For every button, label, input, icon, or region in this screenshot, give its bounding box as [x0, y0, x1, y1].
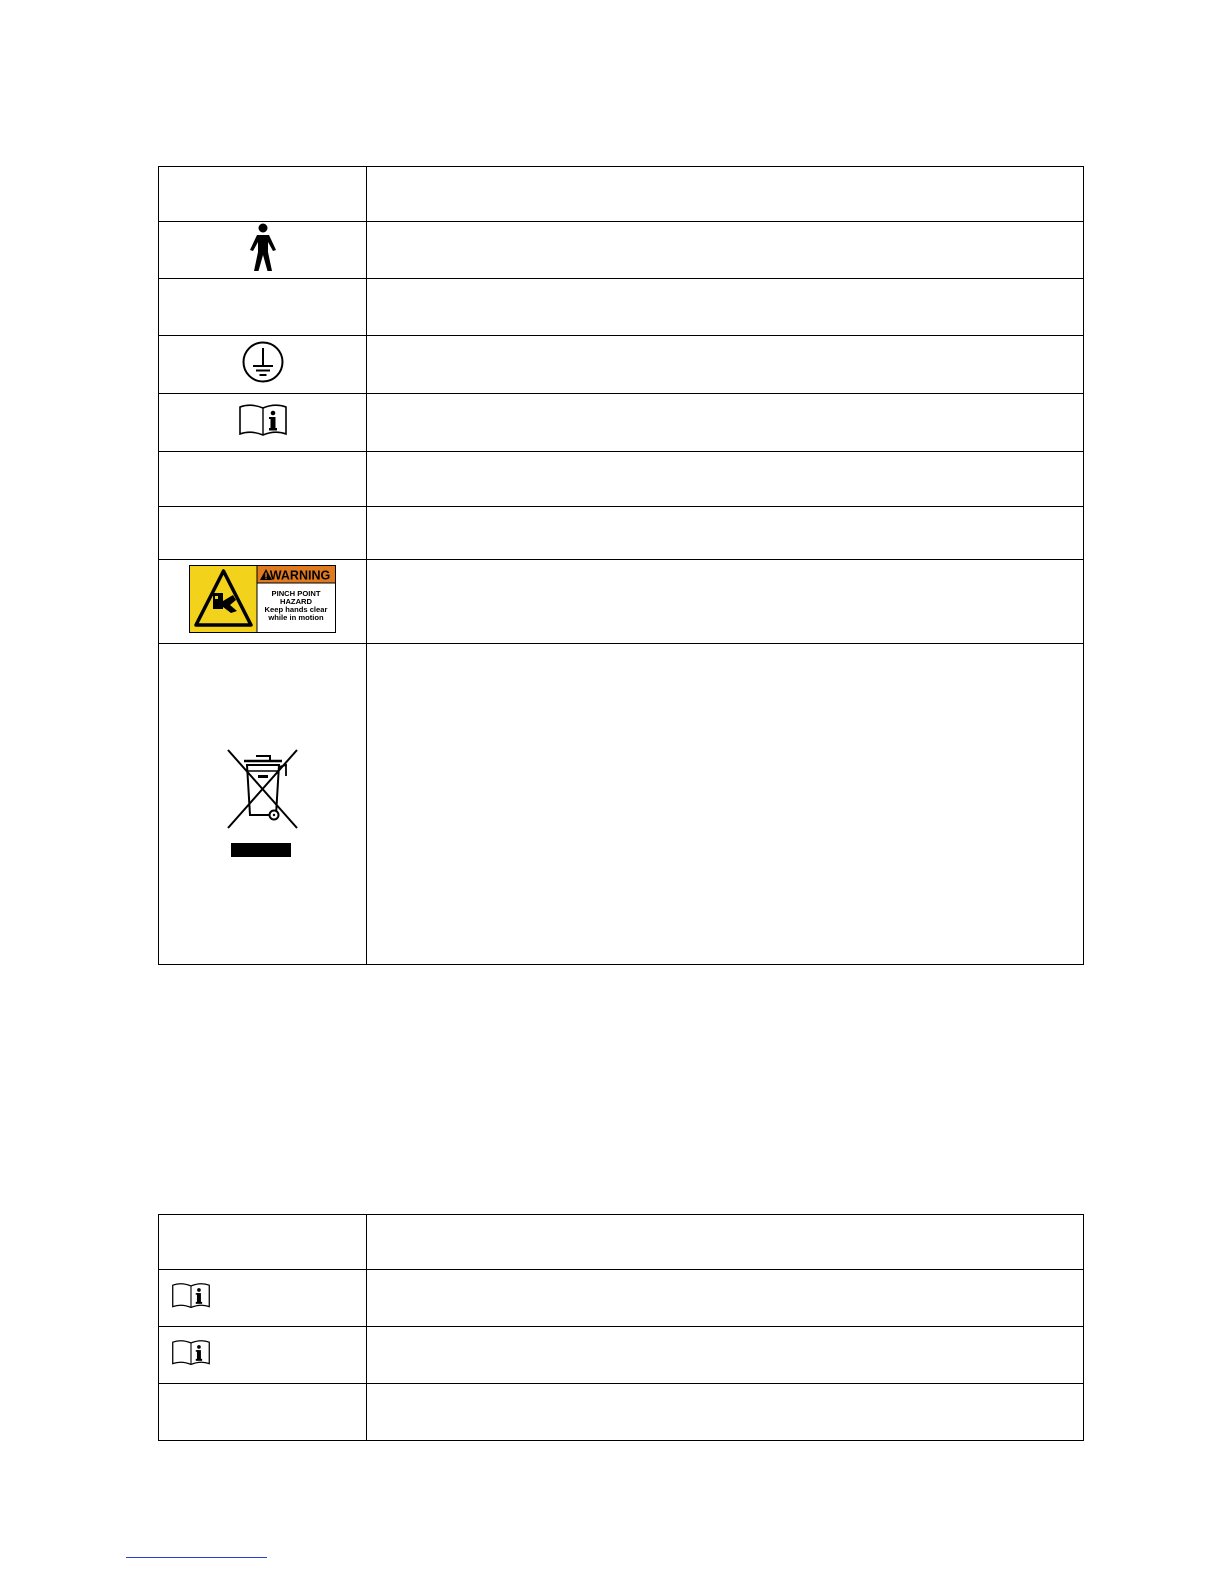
description-cell [367, 394, 1084, 452]
description-cell [367, 222, 1084, 279]
consult-instructions-icon [171, 1282, 211, 1309]
symbols-table-2 [158, 1214, 1084, 1441]
symbol-cell [159, 1270, 367, 1327]
symbol-cell [159, 644, 367, 965]
symbol-cell [159, 560, 367, 644]
symbol-cell [159, 279, 367, 336]
table-row [159, 644, 1084, 965]
table-row [159, 1215, 1084, 1270]
description-cell [367, 167, 1084, 222]
symbol-cell [159, 1384, 367, 1441]
weee-crossed-bin-icon [226, 745, 300, 859]
symbol-cell [159, 1327, 367, 1384]
table-row [159, 507, 1084, 560]
table-row [159, 452, 1084, 507]
description-cell [367, 1327, 1084, 1384]
table-row [159, 1270, 1084, 1327]
description-cell [367, 560, 1084, 644]
table-row [159, 1327, 1084, 1384]
consult-instructions-icon [238, 403, 288, 437]
warning-header-text: WARNING [269, 568, 331, 583]
symbol-cell [159, 222, 367, 279]
symbol-cell [159, 452, 367, 507]
description-cell [367, 279, 1084, 336]
symbol-cell [159, 336, 367, 394]
warning-line-1: PINCH POINT [271, 589, 321, 598]
warning-line-3: Keep hands clear [264, 605, 328, 614]
protective-earth-icon [241, 340, 285, 384]
pinch-point-warning-label [189, 565, 336, 633]
warning-line-2: HAZARD [279, 597, 313, 606]
footer-link-underline [126, 1557, 267, 1558]
table-row [159, 336, 1084, 394]
table-row [159, 222, 1084, 279]
description-cell [367, 1215, 1084, 1270]
description-cell [367, 336, 1084, 394]
description-cell [367, 644, 1084, 965]
symbol-cell [159, 167, 367, 222]
symbols-table-1 [158, 166, 1084, 965]
description-cell [367, 452, 1084, 507]
description-cell [367, 1384, 1084, 1441]
warning-line-4: while in motion [268, 613, 324, 622]
description-cell [367, 1270, 1084, 1327]
table-row [159, 167, 1084, 222]
symbol-cell [159, 507, 367, 560]
consult-instructions-icon [171, 1339, 211, 1366]
table-row [159, 279, 1084, 336]
table-row [159, 394, 1084, 452]
symbol-cell [159, 1215, 367, 1270]
description-cell [367, 507, 1084, 560]
table-row [159, 1384, 1084, 1441]
table-row [159, 560, 1084, 644]
symbol-cell [159, 394, 367, 452]
type-b-applied-part-icon [246, 223, 280, 273]
